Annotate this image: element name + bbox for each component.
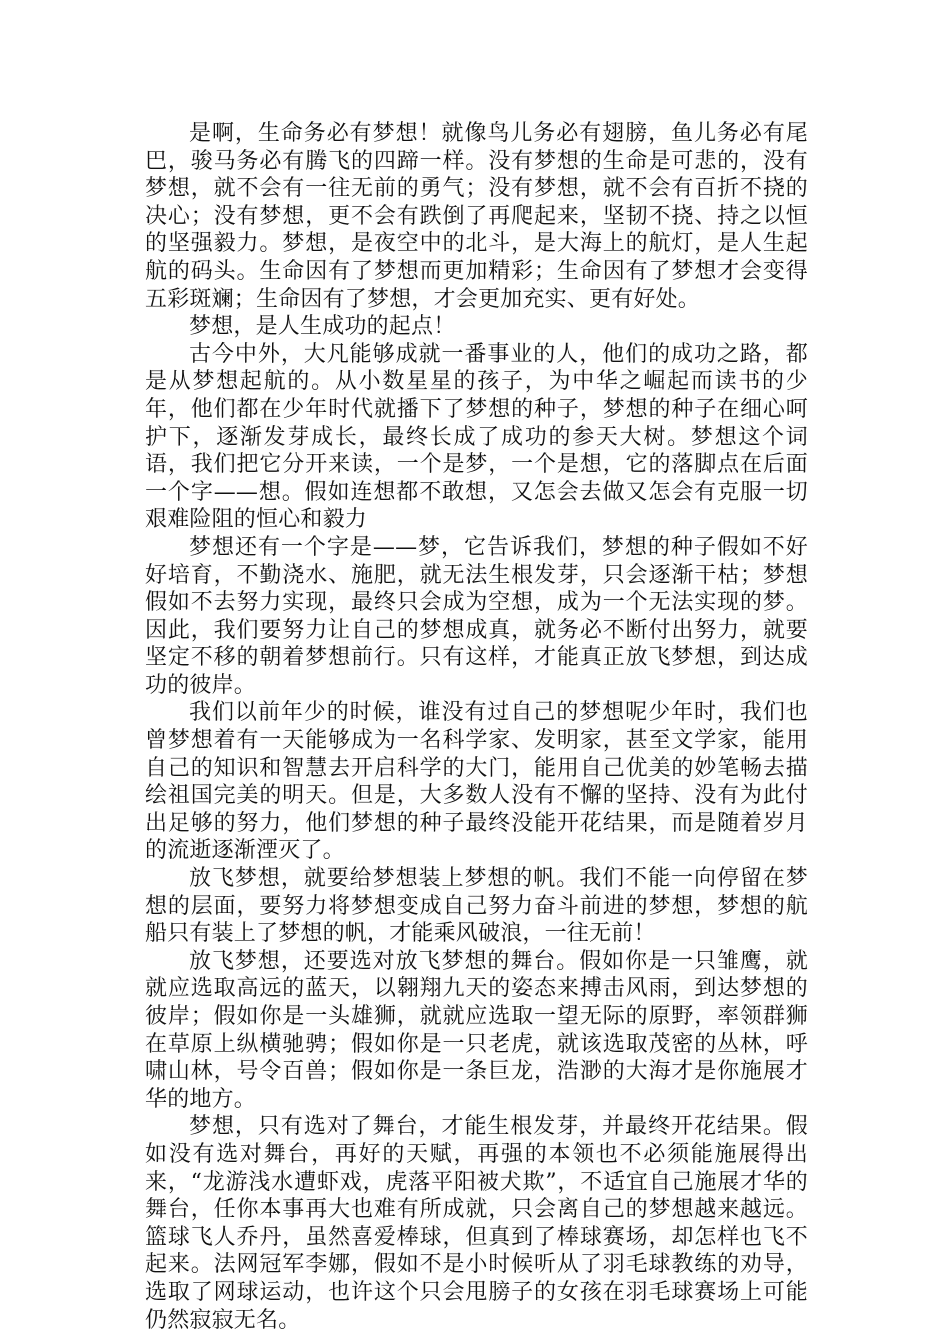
document-body: [145, 120, 808, 1334]
paragraph-4: 梦想还有一个字是——梦，它告诉我们，梦想的种子假如不好好培育，不勤浇水、施肥，就无法生根发芽，只会逐渐干枯；梦想假如不去努力实现，最终只会成为空想，成为一个无法实现的梦。因此，我们要努力让自己的梦想成真，就务必不断付出努力，就要坚定不移的朝着梦想前行。只有这样，才能真正放飞梦想，到达成功的彼岸。: [145, 534, 808, 698]
paragraph-7: 放飞梦想，还要选对放飞梦想的舞台。假如你是一只雏鹰，就就应选取高远的蓝天，以翱翔九天的姿态来搏击风雨，到达梦想的彼岸；假如你是一头雄狮，就就应选取一望无际的原野，率领群狮在草原上纵横驰骋；假如你是一只老虎，就该选取茂密的丛林，呼啸山林，号令百兽；假如你是一条巨龙，浩渺的大海才是你施展才华的地方。: [145, 948, 808, 1112]
paragraph-8: 梦想，只有选对了舞台，才能生根发芽，并最终开花结果。假如没有选对舞台，再好的天赋，再强的本领也不必须能施展得出来，“龙游浅水遭虾戏，虎落平阳被犬欺”，不适宜自己施展才华的舞台，任你本事再大也难有所成就，只会离自己的梦想越来越远。篮球飞人乔丹，虽然喜爱棒球，但真到了棒球赛场，却怎样也飞不起来。法网冠军李娜，假如不是小时候听从了羽毛球教练的劝导，选取了网球运动，也许这个只会甩膀子的女孩在羽毛球赛场上可能仍然寂寂无名。: [145, 1114, 808, 1333]
paragraph-5: 我们以前年少的时候，谁没有过自己的梦想呢少年时，我们也曾梦想着有一天能够成为一名科学家、发明家，甚至文学家，能用自己的知识和智慧去开启科学的大门，能用自己优美的妙笔畅去描绘祖国完美的明天。但是，大多数人没有不懈的坚持、没有为此付出足够的努力，他们梦想的种子最终没能开花结果，而是随着岁月的流逝逐渐湮灭了。: [145, 700, 808, 864]
paragraph-3: 古今中外，大凡能够成就一番事业的人，他们的成功之路，都是从梦想起航的。从小数星星的孩子，为中华之崛起而读书的少年，他们都在少年时代就播下了梦想的种子，梦想的种子在细心呵护下，逐渐发芽成长，最终长成了成功的参天大树。梦想这个词语，我们把它分开来读，一个是梦，一个是想，它的落脚点在后面一个字——想。假如连想都不敢想，又怎会去做又怎会有克服一切艰难险阻的恒心和毅力: [145, 341, 808, 533]
paragraph-2: 梦想，是人生成功的起点！: [189, 314, 456, 340]
paragraph-1: 是啊，生命务必有梦想！就像鸟儿务必有翅膀，鱼儿务必有尾巴，骏马务必有腾飞的四蹄一样。没有梦想的生命是可悲的，没有梦想，就不会有一往无前的勇气；没有梦想，就不会有百折不挠的决心；没有梦想，更不会有跌倒了再爬起来，坚韧不挠、持之以恒的坚强毅力。梦想，是夜空中的北斗，是大海上的航灯，是人生起航的码头。生命因有了梦想而更加精彩；生命因有了梦想才会变得五彩斑斓；生命因有了梦想，才会更加充实、更有好处。: [145, 121, 808, 312]
paragraph-6: 放飞梦想，就要给梦想装上梦想的帆。我们不能一向停留在梦想的层面，要努力将梦想变成自己努力奋斗前进的梦想，梦想的航船只有装上了梦想的帆，才能乘风破浪，一往无前！: [145, 866, 808, 947]
